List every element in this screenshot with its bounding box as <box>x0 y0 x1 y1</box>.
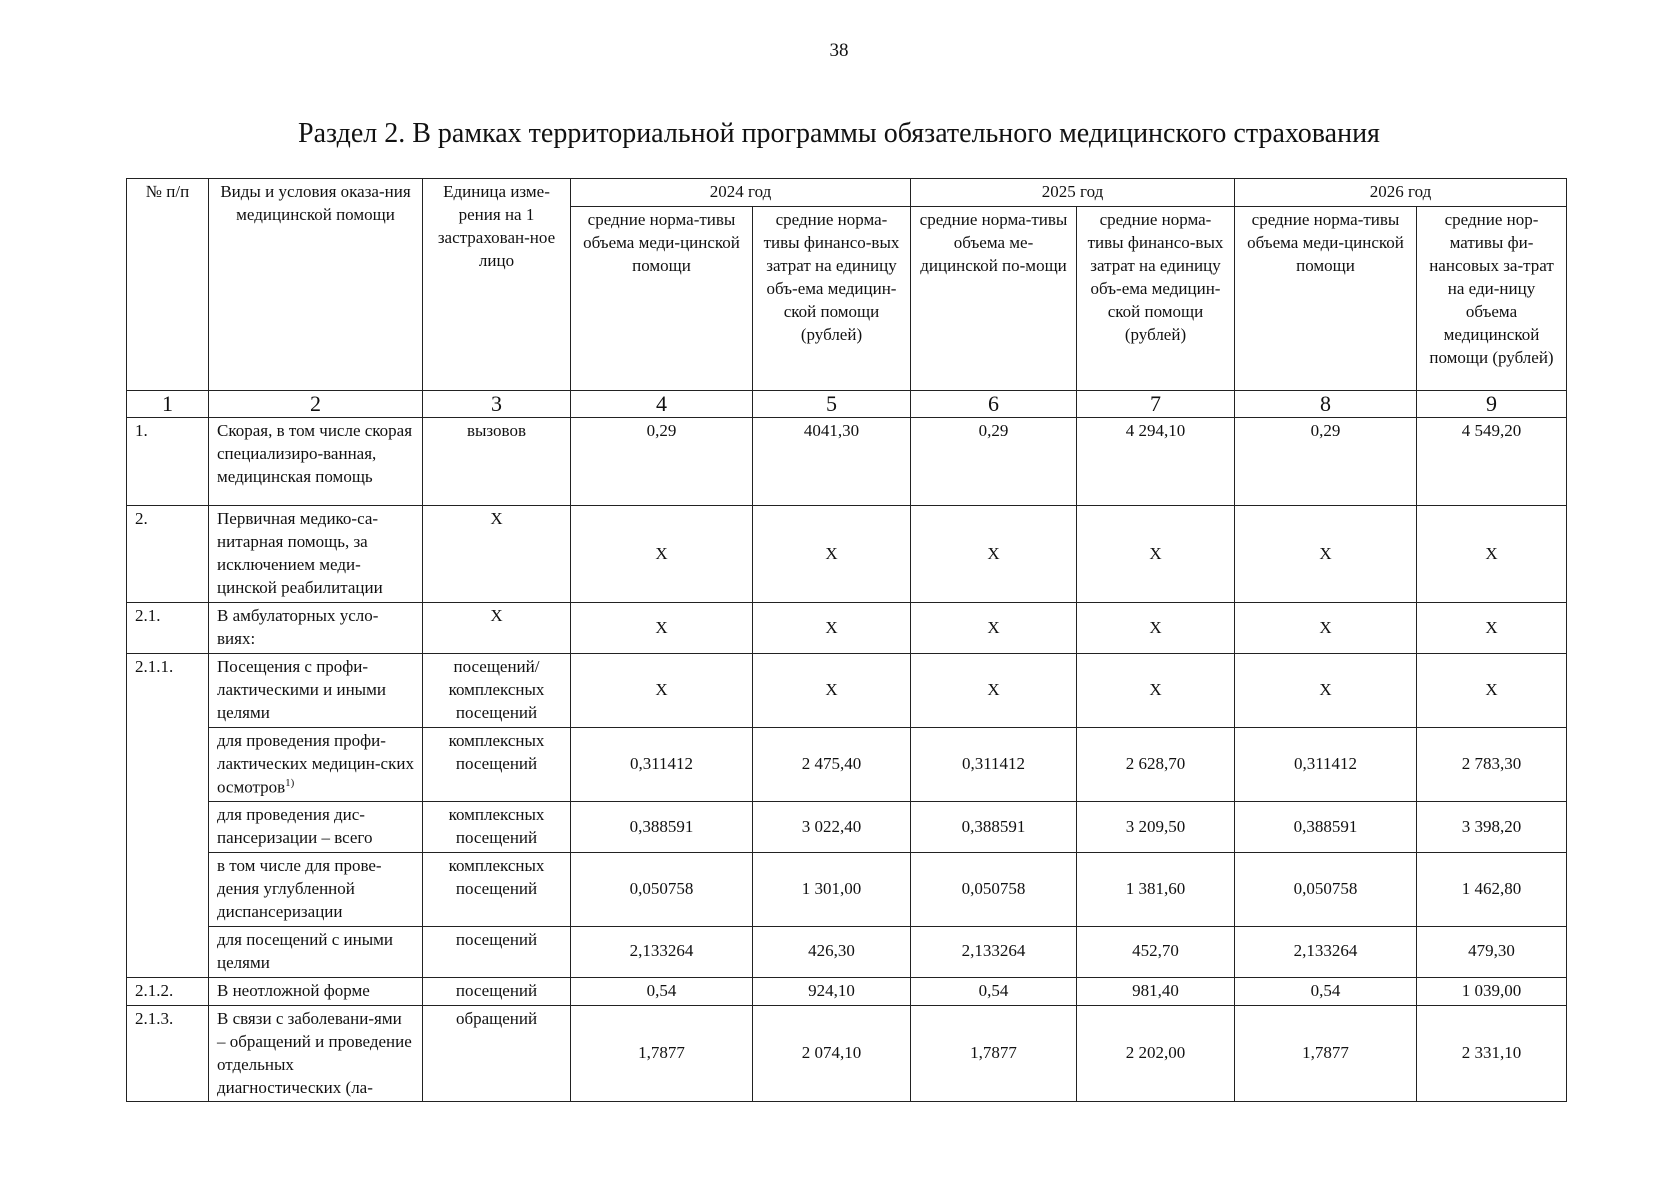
table-row <box>127 727 1567 801</box>
row-name: Первичная медико-са-нитарная помощь, за исключением меди-цинской реабилитации <box>209 506 423 603</box>
cell-value: 452,70 <box>1077 926 1235 977</box>
table-row <box>127 506 1567 603</box>
row-name: для проведения дис-пансеризации – всего <box>209 802 423 853</box>
cell-value: 2 475,40 <box>753 727 911 801</box>
cell-value: 0,54 <box>911 977 1077 1005</box>
cell-value: 0,050758 <box>1235 853 1417 927</box>
cell-value: 1,7877 <box>1235 1005 1417 1102</box>
cell-value: Х <box>571 506 753 603</box>
row-unit: посещений <box>423 977 571 1005</box>
cell-value: Х <box>1235 653 1417 727</box>
col-number: 6 <box>911 390 1077 417</box>
cell-value: Х <box>571 603 753 654</box>
cell-value: 1,7877 <box>571 1005 753 1102</box>
cell-value: 0,388591 <box>571 802 753 853</box>
cell-value: 479,30 <box>1417 926 1567 977</box>
cell-value: 1 381,60 <box>1077 853 1235 927</box>
cell-value: 2 074,10 <box>753 1005 911 1102</box>
cell-value: 4 294,10 <box>1077 418 1235 506</box>
cell-value: Х <box>1077 653 1235 727</box>
col-number: 1 <box>127 390 209 417</box>
header-year-2025: 2025 год <box>911 179 1235 207</box>
table-row <box>127 1005 1567 1102</box>
row-unit: Х <box>423 506 571 603</box>
cell-value: 0,29 <box>911 418 1077 506</box>
cell-value: 2 202,00 <box>1077 1005 1235 1102</box>
table-row <box>127 603 1567 654</box>
header-row-years <box>127 179 1567 207</box>
cell-value: Х <box>911 603 1077 654</box>
cell-value: Х <box>753 653 911 727</box>
table-row <box>127 853 1567 927</box>
cell-value: 0,388591 <box>1235 802 1417 853</box>
section-title: Раздел 2. В рамках территориальной программы обязательного медицинского страхования <box>298 118 1380 149</box>
table-row <box>127 653 1567 727</box>
column-numbers-row <box>127 390 1567 417</box>
cell-value: 3 022,40 <box>753 802 911 853</box>
header-year-2024: 2024 год <box>571 179 911 207</box>
cell-value: 2 628,70 <box>1077 727 1235 801</box>
row-name: Посещения с профи-лактическими и иными целями <box>209 653 423 727</box>
row-name: в том числе для прове-дения углубленной диспансеризации <box>209 853 423 927</box>
cell-value: 2,133264 <box>571 926 753 977</box>
cell-value: 0,050758 <box>571 853 753 927</box>
cell-value: 0,29 <box>1235 418 1417 506</box>
cell-value: Х <box>911 653 1077 727</box>
cell-value: 0,54 <box>571 977 753 1005</box>
header-unit: Единица изме-рения на 1 застрахован-ное лицо <box>423 179 571 391</box>
cell-value: Х <box>1077 603 1235 654</box>
cell-value: 0,311412 <box>571 727 753 801</box>
cell-value: Х <box>1235 506 1417 603</box>
header-year-2026: 2026 год <box>1235 179 1567 207</box>
cell-value: 3 209,50 <box>1077 802 1235 853</box>
cell-value: 4 549,20 <box>1417 418 1567 506</box>
cell-value: 1 462,80 <box>1417 853 1567 927</box>
cell-value: 4041,30 <box>753 418 911 506</box>
cell-value: Х <box>1417 506 1567 603</box>
cell-value: 1 301,00 <box>753 853 911 927</box>
col-number: 5 <box>753 390 911 417</box>
header-sub-cost-2024: средние норма-тивы финансо-вых затрат на единицу объ-ема медицин-ской помощи (рублей) <box>753 206 911 390</box>
cell-value: 924,10 <box>753 977 911 1005</box>
footnote-marker: 1) <box>285 776 295 789</box>
row-num: 2.1.3. <box>127 1005 209 1102</box>
cell-value: Х <box>1077 506 1235 603</box>
header-num: № п/п <box>127 179 209 391</box>
page-number: 38 <box>829 40 849 61</box>
cell-value: Х <box>753 506 911 603</box>
col-number: 8 <box>1235 390 1417 417</box>
cell-value: 3 398,20 <box>1417 802 1567 853</box>
col-number: 7 <box>1077 390 1235 417</box>
row-unit: комплексных посещений <box>423 853 571 927</box>
header-sub-cost-2025: средние норма-тивы финансо-вых затрат на единицу объ-ема медицин-ской помощи (рублей) <box>1077 206 1235 390</box>
row-num: 1. <box>127 418 209 506</box>
cell-value: 0,29 <box>571 418 753 506</box>
cell-value: 2 331,10 <box>1417 1005 1567 1102</box>
cell-value: Х <box>911 506 1077 603</box>
cell-value: 2,133264 <box>1235 926 1417 977</box>
col-number: 2 <box>209 390 423 417</box>
table-row <box>127 418 1567 506</box>
row-num: 2.1.2. <box>127 977 209 1005</box>
row-name-text: для проведения профи-лактических медицин-ских осмотров <box>217 730 414 797</box>
row-unit: Х <box>423 603 571 654</box>
header-sub-volume-2026: средние норма-тивы объема меди-цинской помощи <box>1235 206 1417 390</box>
cell-value: 0,311412 <box>1235 727 1417 801</box>
row-num: 2.1. <box>127 603 209 654</box>
cell-value: 1 039,00 <box>1417 977 1567 1005</box>
row-num: 2.1.1. <box>127 653 209 977</box>
col-number: 9 <box>1417 390 1567 417</box>
row-name: Скорая, в том числе скорая специализиро-ванная, медицинская помощь <box>209 418 423 506</box>
row-unit: обращений <box>423 1005 571 1102</box>
row-name: для посещений с иными целями <box>209 926 423 977</box>
table-row <box>127 977 1567 1005</box>
cell-value: 981,40 <box>1077 977 1235 1005</box>
cell-value: 426,30 <box>753 926 911 977</box>
cell-value: 0,311412 <box>911 727 1077 801</box>
col-number: 3 <box>423 390 571 417</box>
header-type: Виды и условия оказа-ния медицинской помощи <box>209 179 423 391</box>
cell-value: 0,050758 <box>911 853 1077 927</box>
header-sub-volume-2024: средние норма-тивы объема меди-цинской помощи <box>571 206 753 390</box>
cell-value: Х <box>1417 653 1567 727</box>
row-num: 2. <box>127 506 209 603</box>
row-name: В связи с заболевани-ями – обращений и проведение отдельных диагностических (ла- <box>209 1005 423 1102</box>
row-name: В неотложной форме <box>209 977 423 1005</box>
row-unit: посещений <box>423 926 571 977</box>
cell-value: 0,388591 <box>911 802 1077 853</box>
table-row <box>127 802 1567 853</box>
row-unit: комплексных посещений <box>423 802 571 853</box>
cell-value: Х <box>571 653 753 727</box>
cell-value: 1,7877 <box>911 1005 1077 1102</box>
cell-value: 0,54 <box>1235 977 1417 1005</box>
header-sub-volume-2025: средние норма-тивы объема ме-дицинской по-мощи <box>911 206 1077 390</box>
cell-value: Х <box>1417 603 1567 654</box>
norms-table <box>126 178 1567 1102</box>
row-unit: комплексных посещений <box>423 727 571 801</box>
cell-value: Х <box>753 603 911 654</box>
row-unit: вызовов <box>423 418 571 506</box>
cell-value: 2,133264 <box>911 926 1077 977</box>
row-unit: посещений/ комплексных посещений <box>423 653 571 727</box>
table-row <box>127 926 1567 977</box>
row-name <box>209 727 423 801</box>
cell-value: Х <box>1235 603 1417 654</box>
col-number: 4 <box>571 390 753 417</box>
row-name: В амбулаторных усло-виях: <box>209 603 423 654</box>
header-sub-cost-2026: средние нор-мативы фи-нансовых за-трат на еди-ницу объема медицинской помощи (рублей) <box>1417 206 1567 390</box>
cell-value: 2 783,30 <box>1417 727 1567 801</box>
